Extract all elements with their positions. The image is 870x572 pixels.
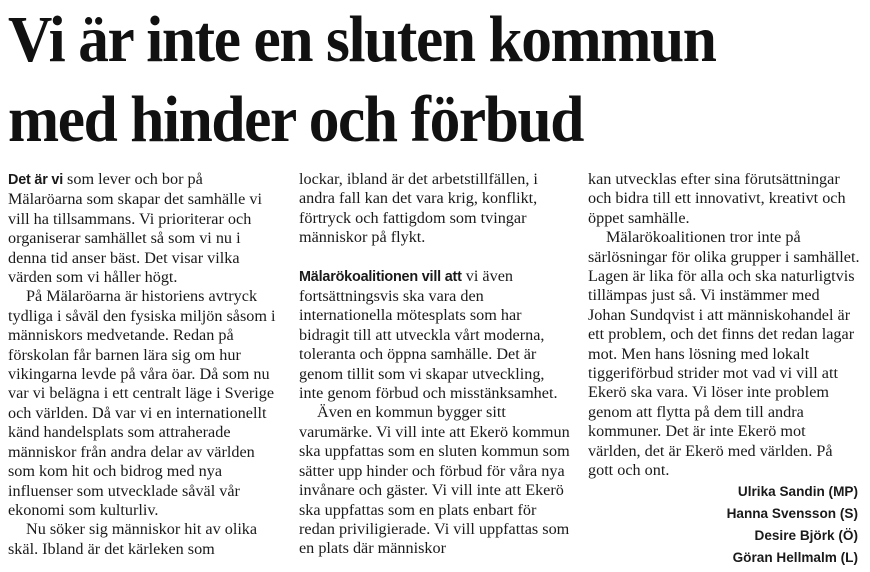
headline	[8, 0, 808, 160]
paragraph: Nu söker sig människor hit av olika skäl. Ibland är det kärleken som	[8, 520, 258, 558]
signature: Hanna Svensson (S)	[726, 505, 858, 521]
paragraph-text: som lever och bor på Mälaröarna som skapar det samhälle vi vill ha tillsammans. Vi prioriterar och organiserar samhället så som vi nu i denna tid anser bäst. Det visar vilka värden som vi håller högt.	[8, 170, 262, 287]
paragraph-lead-in: Det är vi	[8, 172, 63, 188]
paragraph-lead-in: Mälarökoalitionen vill att	[299, 268, 462, 285]
paragraph: Även en kommun bygger sitt varumärke. Vi vill inte att Ekerö kommun ska uppfattas som en sluten kommun som sätter upp hinder och förbud för våra nya invånare och gäster. Vi vill inte att Ekerö ska uppfattas som en plats enbart för redan priviligierade. Vi vill uppfattas som en plats där människor	[299, 403, 570, 558]
paragraph: lockar, ibland är det arbetstillfällen, i andra fall kan det vara krig, konflikt, förtryck och fattigdom som tvingar människor på flykt.	[299, 170, 538, 247]
paragraph: kan utvecklas efter sina förutsättningar och bidra till ett innovativt, kreativt och öppet samhälle.	[588, 170, 846, 227]
column-2	[299, 170, 571, 559]
paragraph	[8, 170, 276, 287]
paragraph: På Mälaröarna är historiens avtryck tydliga i såväl den fysiska miljön såsom i människors medvetande. Redan på förskolan får barnen lära sig om hur vikingarna levde på våra öar. Då som nu var vi belägna i ett centralt läge i Sverige och världen. Då var vi en internationellt känd handelsplats som attraherade människor från andra delar av världen som kom hit och bidrog med nya influenser som utvecklade såväl vår ekonomi som kulturliv.	[8, 287, 276, 519]
column-1	[8, 170, 276, 559]
signature: Ulrika Sandin (MP)	[737, 483, 858, 499]
headline-line-1: Vi är inte en sluten kommun	[8, 3, 716, 76]
paragraph: Mälarökoalitionen tror inte på särlösningar för olika grupper i samhället. Lagen är lika för alla och ska naturligtvis tillämpas just så. Vi instämmer med Johan Sundqvist i att människohandel är ett problem, och det finns det redan lagar mot. Men hans lösning med lokalt tiggeriförbud strider mot vad vi vill att Ekerö ska vara. Vi löser inte problem genom att flytta på dem till andra kommuner. Det är inte Ekerö mot världen, det är Ekerö med världen. På gott och ont.	[588, 228, 860, 480]
headline-line-2: med hinder och förbud	[8, 83, 583, 156]
paragraph	[299, 267, 571, 404]
signature: Göran Hellmalm (L)	[732, 549, 858, 565]
paragraph-text: vi även fortsättningsvis ska vara den internationella mötesplats som har bidragit till att utveckla vårt moderna, toleranta och öppna samhälle. Det är genom tillit som vi skapar utveckling, inte genom förbud och misstänksamhet.	[299, 266, 558, 403]
column-3	[588, 170, 860, 569]
signature: Desire Björk (Ö)	[754, 527, 858, 543]
signature-block	[588, 481, 860, 569]
